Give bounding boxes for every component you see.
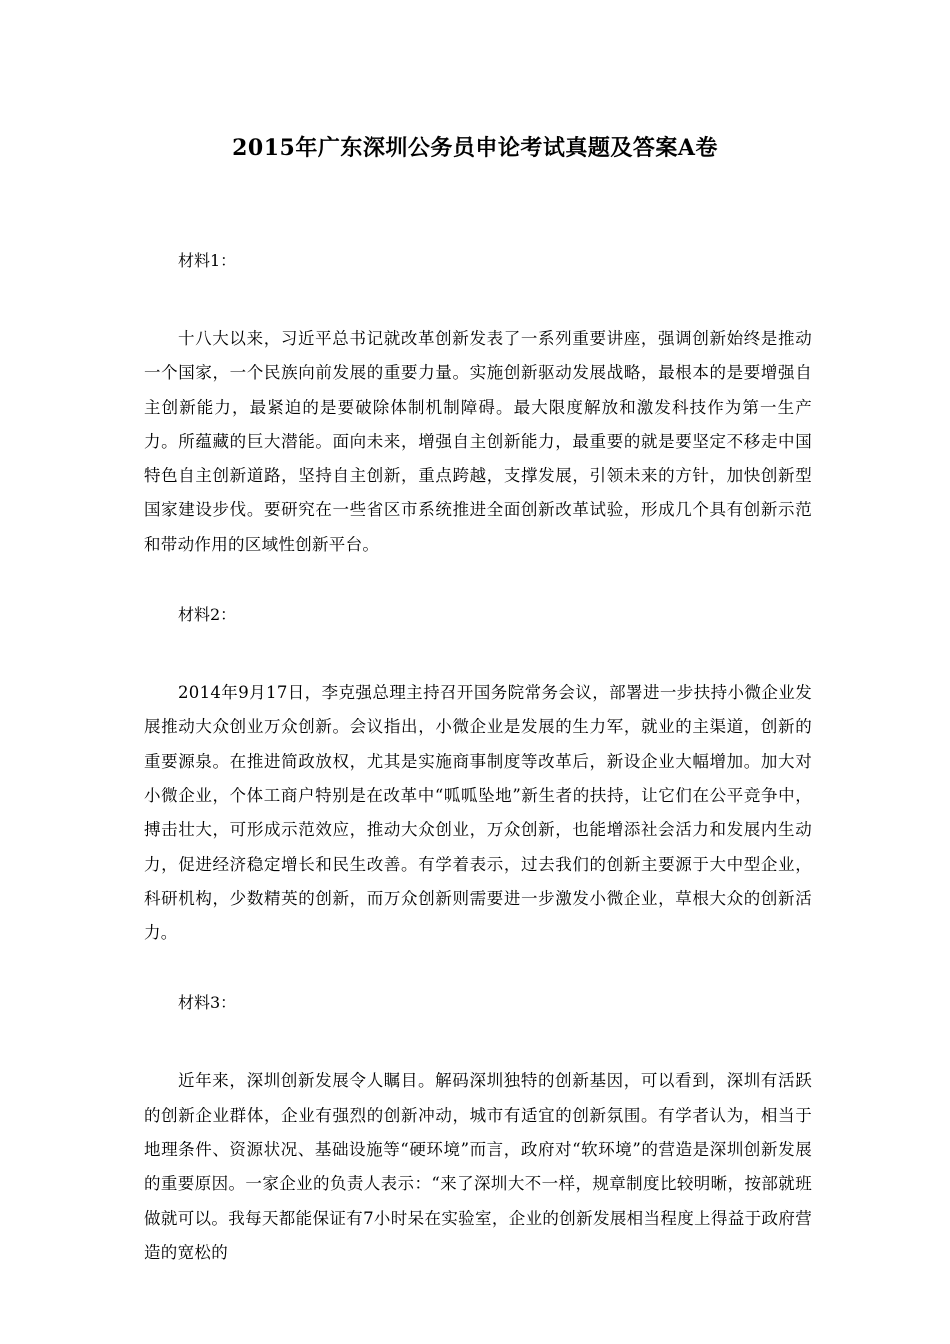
document-body: [144, 244, 812, 1270]
material-2-label: 材料2：: [178, 605, 237, 625]
page-title: 2015年广东深圳公务员申论考试真题及答案A卷: [232, 135, 718, 161]
material-2-paragraph: 2014年9月17日，李克强总理主持召开国务院常务会议，部署进一步扶持小微企业发展推动大众创业万众创新。会议指出，小微企业是发展的生力军，就业的主渠道，创新的重要源泉。在推进简政放权，尤其是实施商事制度等改革后，新设企业大幅增加。加大对小微企业，个体工商户特别是在改革中“呱呱坠地”新生者的扶持，让它们在公平竞争中，搏击壮大，可形成示范效应，推动大众创业，万众创新，也能增添社会活力和发展内生动力，促进经济稳定增长和民生改善。有学着表示，过去我们的创新主要源于大中型企业，科研机构，少数精英的创新，而万众创新则需要进一步激发小微企业，草根大众的创新活力。: [144, 683, 812, 943]
material-1-paragraph: 十八大以来，习近平总书记就改革创新发表了一系列重要讲座，强调创新始终是推动一个国家，一个民族向前发展的重要力量。实施创新驱动发展战略，最根本的是要增强自主创新能力，最紧迫的是要破除体制机制障碍。最大限度解放和激发科技作为第一生产力。所蕴藏的巨大潜能。面向未来，增强自主创新能力，最重要的就是要坚定不移走中国特色自主创新道路，坚持自主创新，重点跨越，支撑发展，引领未来的方针，加快创新型国家建设步伐。要研究在一些省区市系统推进全面创新改革试验，形成几个具有创新示范和带动作用的区域性创新平台。: [144, 329, 812, 554]
material-3-label: 材料3：: [178, 993, 237, 1013]
material-1-label: 材料1：: [178, 251, 237, 270]
material-3-paragraph: 近年来，深圳创新发展令人瞩目。解码深圳独特的创新基因，可以看到，深圳有活跃的创新企业群体，企业有强烈的创新冲动，城市有适宜的创新氛围。有学者认为，相当于地理条件、资源状况、基础设施等“硬环境”而言，政府对“软环境”的营造是深圳创新发展的重要原因。一家企业的负责人表示：“来了深圳大不一样，规章制度比较明晰，按部就班做就可以。我每天都能保证有7小时呆在实验室，企业的创新发展相当程度上得益于政府营造的宽松的: [144, 1071, 812, 1262]
